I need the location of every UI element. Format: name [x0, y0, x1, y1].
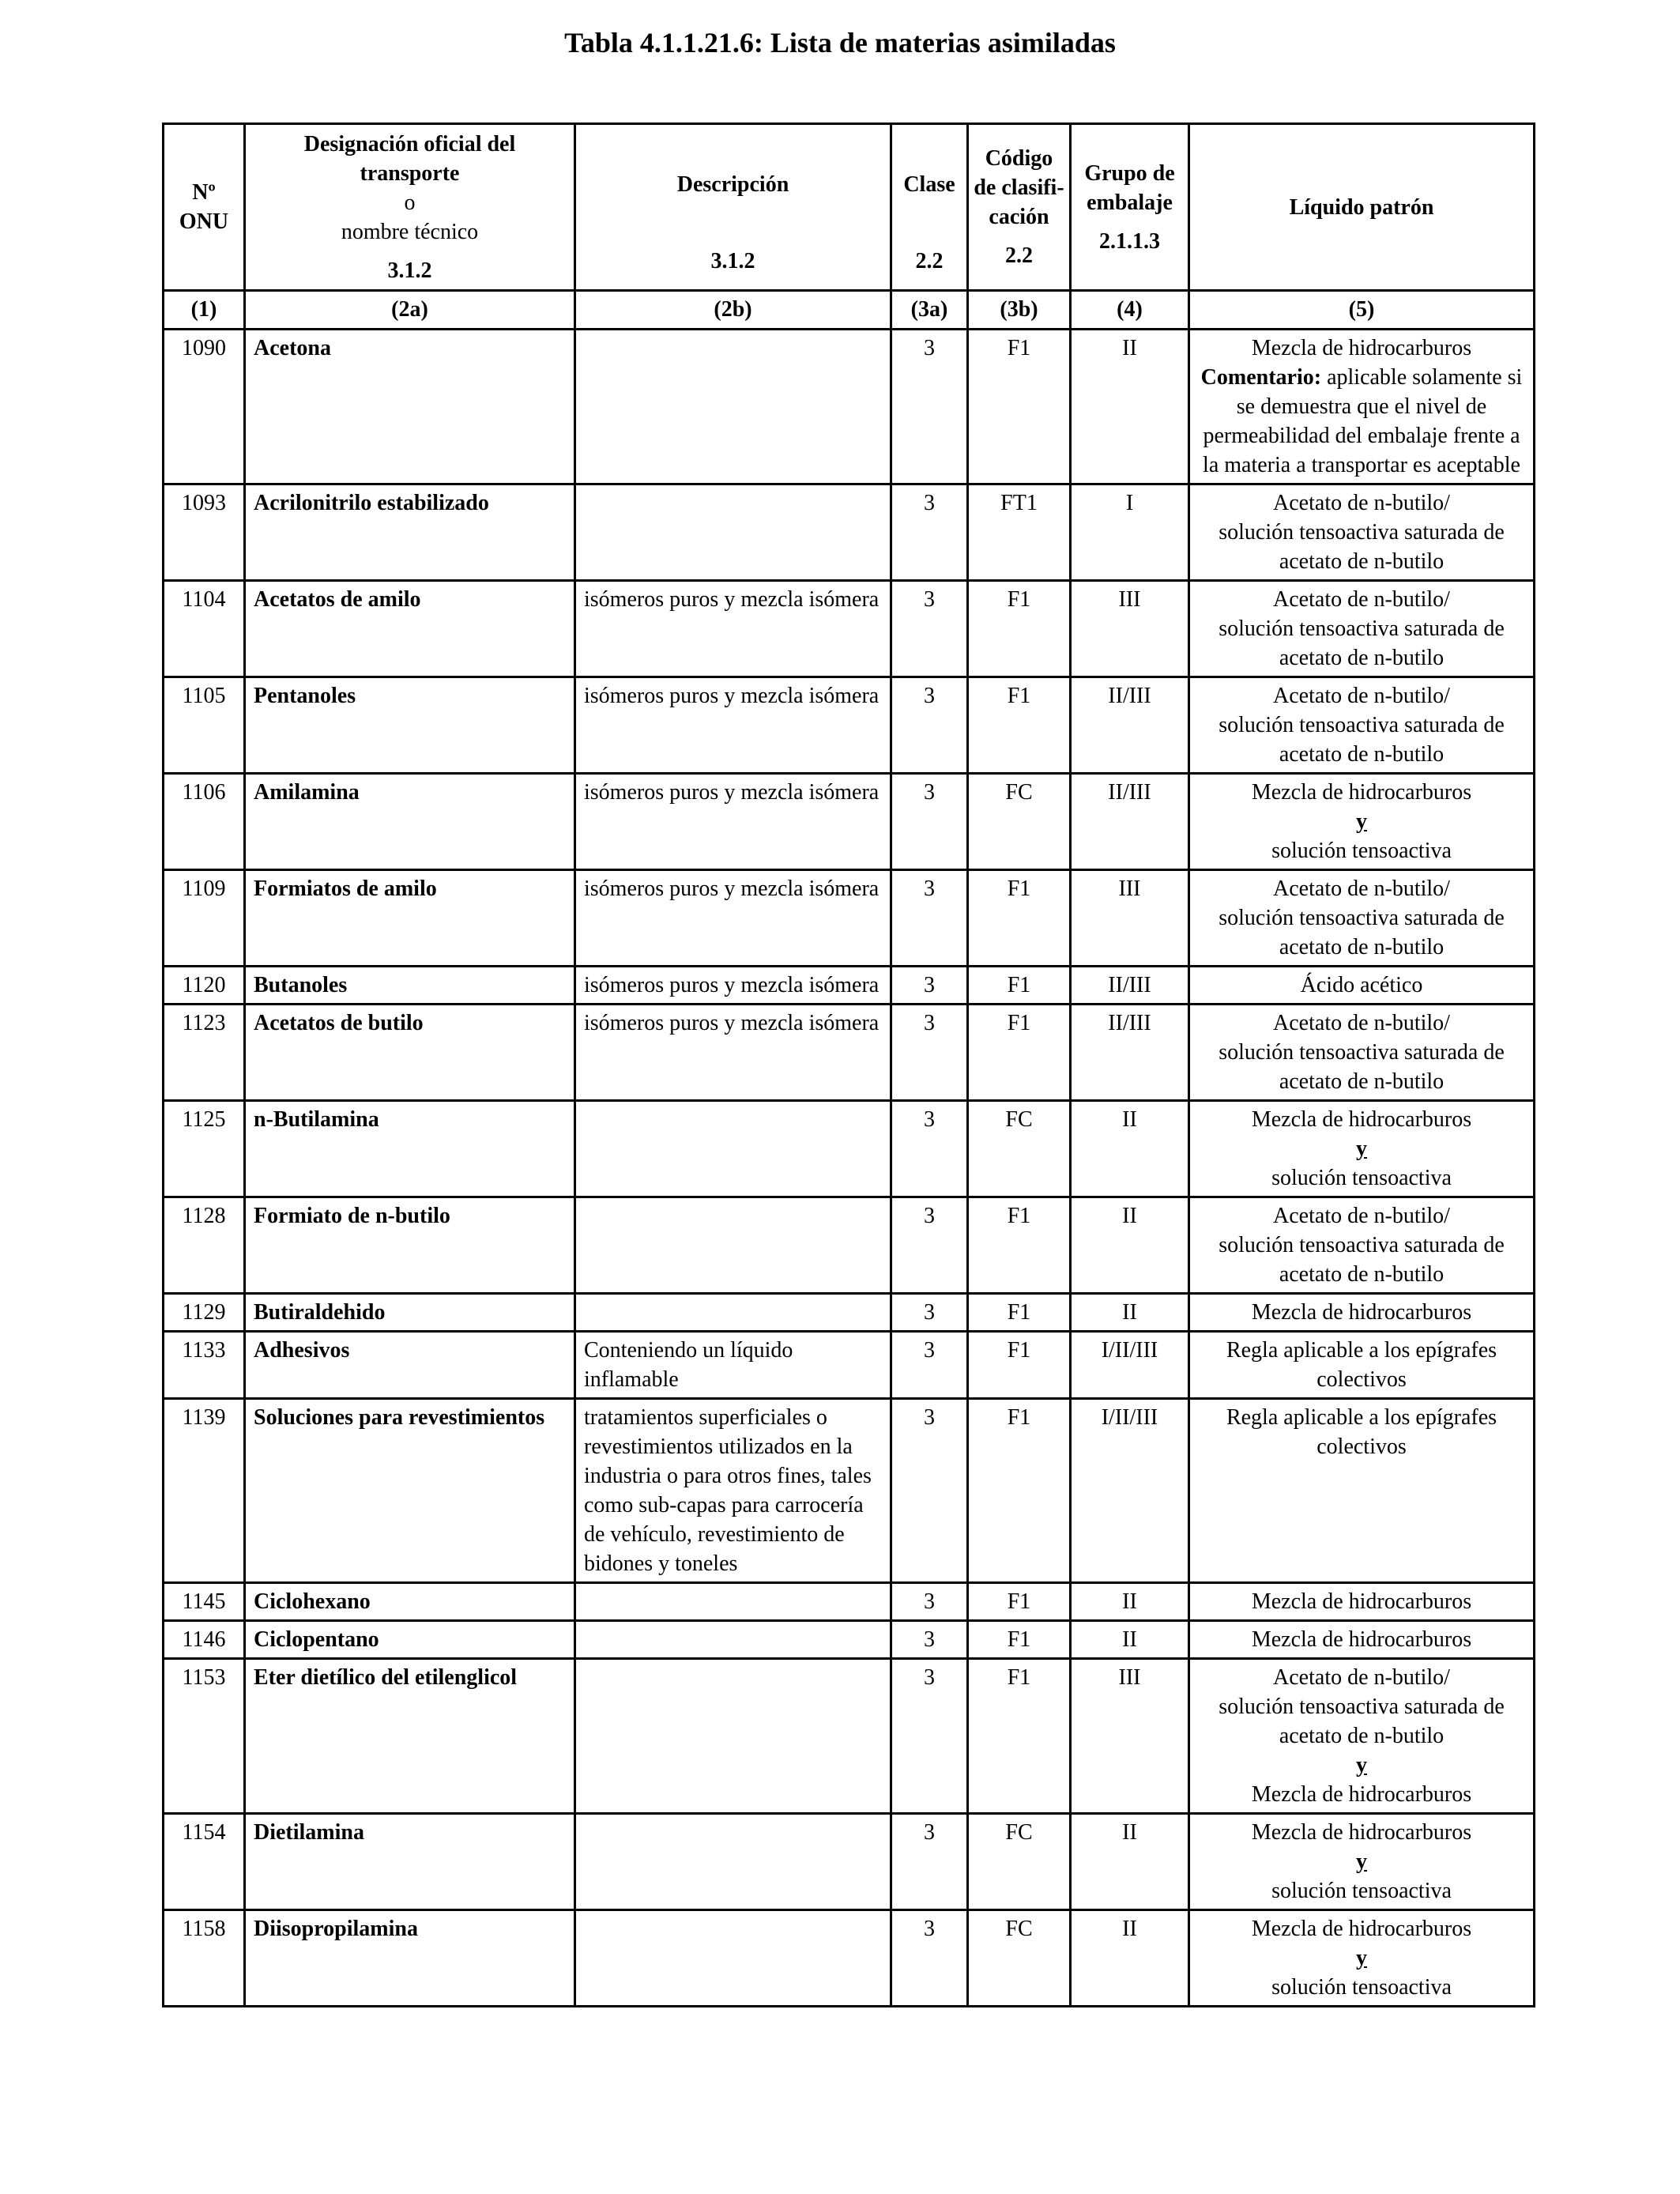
- table-body: [164, 330, 1535, 2007]
- name-cell: Ciclohexano: [245, 1583, 575, 1621]
- header-ref: 3.1.2: [710, 249, 755, 273]
- column-number: (5): [1189, 291, 1535, 330]
- onu-cell: 1125: [164, 1101, 245, 1197]
- onu-cell: 1146: [164, 1621, 245, 1659]
- liquido-cell: Mezcla de hidrocarburos y solución tensoactiva: [1189, 1814, 1535, 1910]
- conjunction: y: [1356, 1137, 1367, 1161]
- table-row: [164, 1332, 1535, 1399]
- codigo-cell: FC: [968, 1814, 1071, 1910]
- header-liquido: Líquido patrón: [1189, 124, 1535, 291]
- clase-cell: 3: [891, 677, 968, 774]
- column-number: (3b): [968, 291, 1071, 330]
- clase-cell: 3: [891, 1197, 968, 1294]
- grupo-cell: II: [1071, 1910, 1189, 2007]
- onu-cell: 1133: [164, 1332, 245, 1399]
- codigo-cell: F1: [968, 1621, 1071, 1659]
- liquido-cell: Acetato de n-butilo/ solución tensoactiva saturada de acetato de n-butilo: [1189, 581, 1535, 677]
- name-cell: Acetatos de butilo: [245, 1005, 575, 1101]
- desc-cell: [575, 1583, 891, 1621]
- onu-cell: 1093: [164, 484, 245, 581]
- liquido-cell: Mezcla de hidrocarburos: [1189, 1621, 1535, 1659]
- onu-cell: 1128: [164, 1197, 245, 1294]
- liquido-cell: Mezcla de hidrocarburos Comentario: aplicable solamente si se demuestra que el nivel de permeabilidad del embalaje frente a la materia a transportar es aceptable: [1189, 330, 1535, 484]
- materias-table: [162, 123, 1535, 2007]
- name-cell: Soluciones para revestimientos: [245, 1399, 575, 1583]
- table-row: [164, 967, 1535, 1005]
- clase-cell: 3: [891, 1621, 968, 1659]
- liquido-cell: Acetato de n-butilo/ solución tensoactiva saturada de acetato de n-butilo: [1189, 484, 1535, 581]
- table-row: [164, 1814, 1535, 1910]
- onu-cell: 1105: [164, 677, 245, 774]
- liquido-cell: Acetato de n-butilo/ solución tensoactiva saturada de acetato de n-butilo: [1189, 1197, 1535, 1294]
- header-clase: Clase 2.2: [891, 124, 968, 291]
- grupo-cell: II/III: [1071, 967, 1189, 1005]
- grupo-cell: II/III: [1071, 1005, 1189, 1101]
- onu-cell: 1139: [164, 1399, 245, 1583]
- table-row: [164, 1399, 1535, 1583]
- desc-cell: isómeros puros y mezcla isómera: [575, 1005, 891, 1101]
- codigo-cell: F1: [968, 1294, 1071, 1332]
- codigo-cell: F1: [968, 1197, 1071, 1294]
- name-cell: Acetona: [245, 330, 575, 484]
- clase-cell: 3: [891, 1910, 968, 2007]
- desc-cell: isómeros puros y mezcla isómera: [575, 870, 891, 967]
- onu-cell: 1090: [164, 330, 245, 484]
- column-number: (2a): [245, 291, 575, 330]
- column-number: (3a): [891, 291, 968, 330]
- grupo-cell: III: [1071, 581, 1189, 677]
- codigo-cell: FC: [968, 1101, 1071, 1197]
- name-cell: Butanoles: [245, 967, 575, 1005]
- conjunction: y: [1356, 1946, 1367, 1970]
- name-cell: n-Butilamina: [245, 1101, 575, 1197]
- desc-cell: [575, 484, 891, 581]
- table-row: [164, 1101, 1535, 1197]
- clase-cell: 3: [891, 1814, 968, 1910]
- name-cell: Ciclopentano: [245, 1621, 575, 1659]
- table-row: [164, 774, 1535, 870]
- desc-cell: [575, 1910, 891, 2007]
- header-ref: 2.2: [915, 249, 944, 273]
- grupo-cell: II: [1071, 1621, 1189, 1659]
- grupo-cell: II: [1071, 1814, 1189, 1910]
- liquido-cell: Regla aplicable a los epígrafes colectivos: [1189, 1332, 1535, 1399]
- onu-cell: 1123: [164, 1005, 245, 1101]
- name-cell: Adhesivos: [245, 1332, 575, 1399]
- desc-cell: isómeros puros y mezcla isómera: [575, 967, 891, 1005]
- table-row: [164, 1621, 1535, 1659]
- name-cell: Formiatos de amilo: [245, 870, 575, 967]
- clase-cell: 3: [891, 774, 968, 870]
- grupo-cell: II: [1071, 1101, 1189, 1197]
- onu-cell: 1104: [164, 581, 245, 677]
- desc-cell: [575, 1101, 891, 1197]
- onu-cell: 1106: [164, 774, 245, 870]
- conjunction: y: [1356, 1753, 1367, 1777]
- header-onu: Nº ONU: [164, 124, 245, 291]
- onu-cell: 1129: [164, 1294, 245, 1332]
- clase-cell: 3: [891, 1659, 968, 1814]
- name-cell: Butiraldehido: [245, 1294, 575, 1332]
- grupo-cell: II/III: [1071, 774, 1189, 870]
- grupo-cell: I/II/III: [1071, 1399, 1189, 1583]
- liquido-cell: Regla aplicable a los epígrafes colectivos: [1189, 1399, 1535, 1583]
- codigo-cell: F1: [968, 581, 1071, 677]
- header-ref: 2.2: [1005, 243, 1033, 268]
- clase-cell: 3: [891, 581, 968, 677]
- table-row: [164, 1005, 1535, 1101]
- name-cell: Formiato de n-butilo: [245, 1197, 575, 1294]
- table-row: [164, 484, 1535, 581]
- grupo-cell: II: [1071, 1294, 1189, 1332]
- grupo-cell: II: [1071, 330, 1189, 484]
- codigo-cell: F1: [968, 1399, 1071, 1583]
- name-cell: Acetatos de amilo: [245, 581, 575, 677]
- grupo-cell: III: [1071, 870, 1189, 967]
- name-cell: Diisopropilamina: [245, 1910, 575, 2007]
- codigo-cell: F1: [968, 677, 1071, 774]
- name-cell: Acrilonitrilo estabilizado: [245, 484, 575, 581]
- onu-cell: 1158: [164, 1910, 245, 2007]
- name-cell: Eter dietílico del etilenglicol: [245, 1659, 575, 1814]
- comment-label: Comentario:: [1200, 365, 1322, 390]
- onu-cell: 1154: [164, 1814, 245, 1910]
- clase-cell: 3: [891, 967, 968, 1005]
- header-codigo: Código de clasifi-cación 2.2: [968, 124, 1071, 291]
- liquido-cell: Mezcla de hidrocarburos y solución tensoactiva: [1189, 1910, 1535, 2007]
- comment-text: aplicable solamente si se demuestra que el nivel de permeabilidad del embalaje frente a la materia a transportar es aceptable: [1203, 365, 1523, 477]
- clase-cell: 3: [891, 1101, 968, 1197]
- onu-cell: 1120: [164, 967, 245, 1005]
- desc-cell: [575, 1621, 891, 1659]
- onu-cell: 1153: [164, 1659, 245, 1814]
- table-row: [164, 1659, 1535, 1814]
- desc-cell: [575, 1197, 891, 1294]
- codigo-cell: FT1: [968, 484, 1071, 581]
- column-number-row: [164, 291, 1535, 330]
- desc-cell: [575, 1814, 891, 1910]
- clase-cell: 3: [891, 1399, 968, 1583]
- table-row: [164, 1583, 1535, 1621]
- table-row: [164, 870, 1535, 967]
- desc-cell: [575, 1659, 891, 1814]
- clase-cell: 3: [891, 1294, 968, 1332]
- clase-cell: 3: [891, 1332, 968, 1399]
- liquido-cell: Acetato de n-butilo/ solución tensoactiva saturada de acetato de n-butilo: [1189, 677, 1535, 774]
- header-ref: 2.1.1.3: [1099, 228, 1160, 254]
- table-row: [164, 677, 1535, 774]
- onu-cell: 1109: [164, 870, 245, 967]
- liquido-cell: Acetato de n-butilo/ solución tensoactiva saturada de acetato de n-butilo: [1189, 870, 1535, 967]
- grupo-cell: I: [1071, 484, 1189, 581]
- header-designacion: Designación oficial del transporte o nombre técnico 3.1.2: [245, 124, 575, 291]
- codigo-cell: F1: [968, 870, 1071, 967]
- column-number: (4): [1071, 291, 1189, 330]
- clase-cell: 3: [891, 1583, 968, 1621]
- desc-cell: tratamientos superficiales o revestimientos utilizados en la industria o para otros fines, tales como sub-capas para carrocería de vehículo, revestimiento de bidones y toneles: [575, 1399, 891, 1583]
- grupo-cell: II: [1071, 1197, 1189, 1294]
- column-number: (2b): [575, 291, 891, 330]
- desc-cell: [575, 1294, 891, 1332]
- table-row: [164, 1294, 1535, 1332]
- liquido-cell: Mezcla de hidrocarburos: [1189, 1583, 1535, 1621]
- grupo-cell: III: [1071, 1659, 1189, 1814]
- codigo-cell: F1: [968, 1583, 1071, 1621]
- header-descripcion: Descripción 3.1.2: [575, 124, 891, 291]
- name-cell: Dietilamina: [245, 1814, 575, 1910]
- liquido-cell: Mezcla de hidrocarburos y solución tensoactiva: [1189, 1101, 1535, 1197]
- table-row: [164, 581, 1535, 677]
- codigo-cell: FC: [968, 774, 1071, 870]
- name-cell: Pentanoles: [245, 677, 575, 774]
- codigo-cell: F1: [968, 1005, 1071, 1101]
- conjunction: y: [1356, 809, 1367, 834]
- header-ref: 3.1.2: [387, 258, 432, 283]
- header-grupo: Grupo de embalaje 2.1.1.3: [1071, 124, 1189, 291]
- liquido-cell: Mezcla de hidrocarburos y solución tensoactiva: [1189, 774, 1535, 870]
- name-cell: Amilamina: [245, 774, 575, 870]
- conjunction: y: [1356, 1849, 1367, 1874]
- codigo-cell: F1: [968, 330, 1071, 484]
- column-number: (1): [164, 291, 245, 330]
- codigo-cell: F1: [968, 1659, 1071, 1814]
- liquido-cell: Mezcla de hidrocarburos: [1189, 1294, 1535, 1332]
- desc-cell: Conteniendo un líquido inflamable: [575, 1332, 891, 1399]
- codigo-cell: FC: [968, 1910, 1071, 2007]
- desc-cell: isómeros puros y mezcla isómera: [575, 581, 891, 677]
- desc-cell: [575, 330, 891, 484]
- desc-cell: isómeros puros y mezcla isómera: [575, 677, 891, 774]
- grupo-cell: I/II/III: [1071, 1332, 1189, 1399]
- table-row: [164, 330, 1535, 484]
- table-row: [164, 1910, 1535, 2007]
- liquido-cell: Ácido acético: [1189, 967, 1535, 1005]
- liquido-cell: Acetato de n-butilo/ solución tensoactiva saturada de acetato de n-butilo: [1189, 1005, 1535, 1101]
- grupo-cell: II/III: [1071, 677, 1189, 774]
- clase-cell: 3: [891, 1005, 968, 1101]
- codigo-cell: F1: [968, 967, 1071, 1005]
- liquido-cell: Acetato de n-butilo/ solución tensoactiva saturada de acetato de n-butilo y Mezcla de hidrocarburos: [1189, 1659, 1535, 1814]
- grupo-cell: II: [1071, 1583, 1189, 1621]
- onu-cell: 1145: [164, 1583, 245, 1621]
- header-row: [164, 124, 1535, 291]
- page-title: Tabla 4.1.1.21.6: Lista de materias asimiladas: [564, 27, 1116, 58]
- desc-cell: isómeros puros y mezcla isómera: [575, 774, 891, 870]
- clase-cell: 3: [891, 484, 968, 581]
- clase-cell: 3: [891, 870, 968, 967]
- codigo-cell: F1: [968, 1332, 1071, 1399]
- table-row: [164, 1197, 1535, 1294]
- clase-cell: 3: [891, 330, 968, 484]
